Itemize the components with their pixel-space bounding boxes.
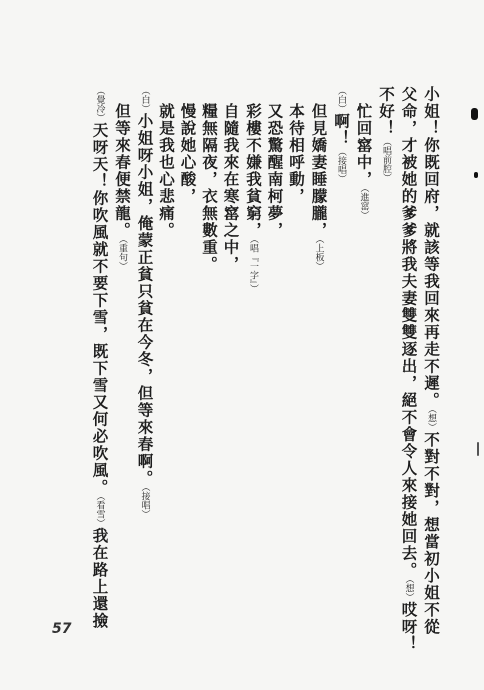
vertical-text-body [90,86,442,653]
text-line: 彩樓不嫌我貧窮，（唱『一字』） [244,86,263,293]
binding-hole [471,108,478,120]
text-line: （白）啊！（接唱） [332,86,351,183]
page-number: 57 [52,621,72,637]
text-line: 小姐！你既回府，就該等我回來再走不遲。（想）不對不對，想當初小姐不從 [422,86,441,636]
text-line: 就是我也心悲痛。 [157,86,176,239]
text-line: 父命，才被她的爹爹將我夫妻雙雙逐出，絕不會令人來接她回去。（想）哎呀！ [399,86,419,653]
text-line: 但等來春便禁龍。（重句） [113,86,132,271]
text-line: （白）小姐呀小姐，俺蒙正貧只貧在今冬，但等來春啊。（接唱） [135,86,155,519]
text-line: 糧無隔夜，衣無數重。 [200,86,219,273]
text-line: 自隨我來在寒窰之中， [221,86,241,273]
text-line: 但見嬌妻睡朦朧，（上板） [309,86,329,271]
text-line: 本待相呼動， [287,86,306,205]
page-edge-mark [477,442,479,456]
text-line: 不好！（唱前腔） [377,86,396,182]
text-line: 忙回窰中，（進窰） [354,86,374,220]
binding-hole [474,172,478,178]
text-line: 慢說她心酸， [178,86,198,205]
text-line: （覺冷）天呀天！你吹風就不要下雪，既下雪又何必吹風。（看雪）我在路上還撿 [90,86,110,630]
text-line: 又恐驚醒南柯夢， [265,86,285,239]
